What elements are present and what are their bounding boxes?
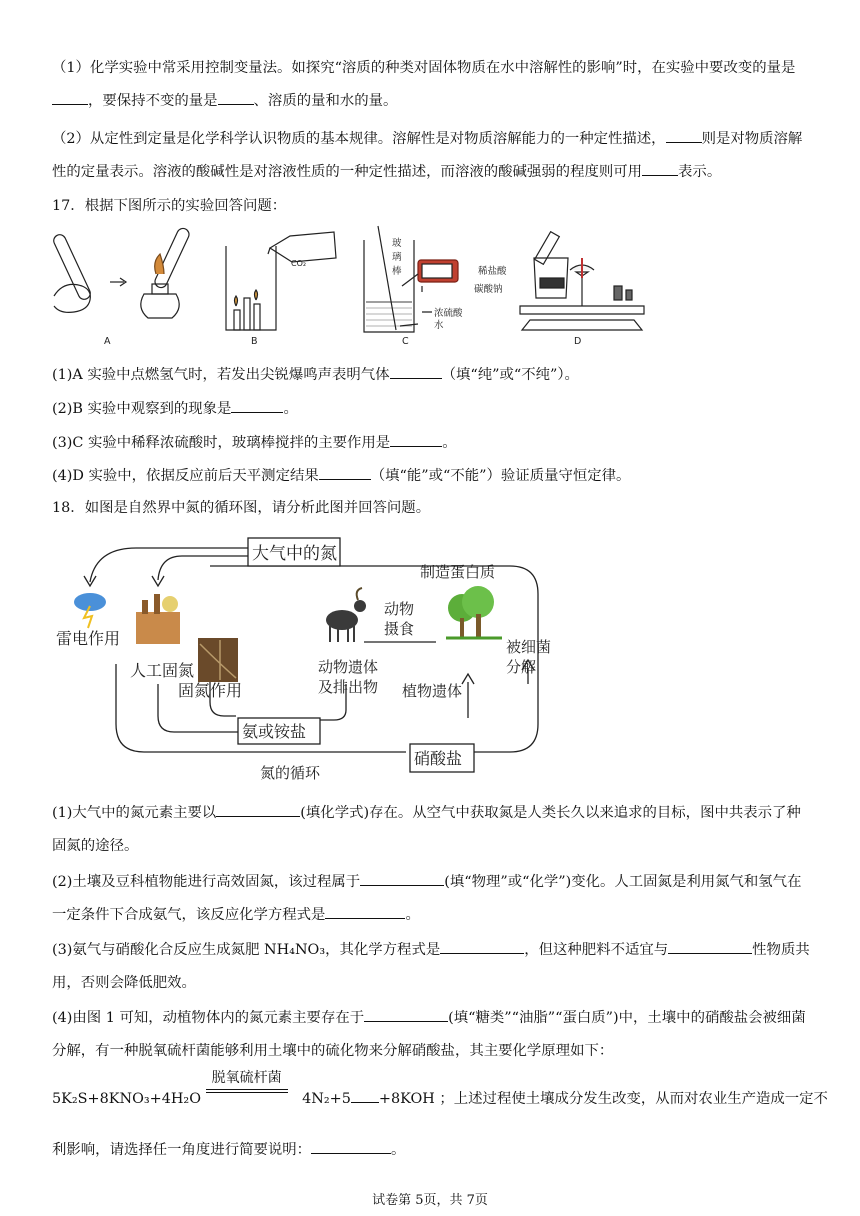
q18-sub-1 (52, 797, 812, 863)
q16-paragraph-2 (52, 123, 812, 189)
experiment-a-drawing (52, 226, 191, 318)
label-glass-2: 璃 (392, 252, 402, 263)
q17-experiment-figure (48, 224, 658, 348)
answer-blank[interactable] (218, 90, 254, 105)
root-nodules-icon (198, 638, 238, 682)
q17-3-text-b: 。 (442, 435, 457, 451)
q18-3-text-b: ，但这种肥料不适宜与 (524, 942, 669, 958)
label-artificial-fixation: 人工固氮 (130, 661, 195, 680)
q16-p2-text-a: （2）从定性到定量是化学科学认识物质的基本规律。溶解性是对物质溶解能力的一种定性描述， (52, 131, 666, 147)
label-glass-1: 玻 (392, 238, 402, 249)
label-c: C (402, 336, 409, 347)
label-d: D (574, 336, 582, 347)
q17-2-text-a: (2)B 实验中观察到的现象是 (52, 401, 232, 417)
label-animal-remains-1: 动物遗体 (318, 658, 379, 676)
experiment-b-drawing (226, 232, 336, 330)
answer-blank[interactable] (364, 1007, 448, 1022)
trees-icon (446, 586, 502, 638)
equation-products-b: +8KOH ；上述过程使土壤成分发生改变，从而对农业生产造成一定不 (378, 1091, 828, 1107)
label-animal-2: 摄食 (384, 620, 415, 638)
q17-sub-2 (52, 398, 298, 419)
q18-1-text-b: (填化学式)存在。从空气中获取氮是人类长久以来追求的目标，图中共表示了 (300, 805, 787, 821)
q18-3-text-a: (3)氨气与硝酸化合反应生成氮肥 NH₄NO₃，其化学方程式是 (52, 942, 441, 958)
q16-p1-text-a: （1）化学实验中常采用控制变量法。如探究“溶质的种类对固体物质在水中溶解性的影响”时，在实验中要改变的量是 (52, 60, 796, 76)
equation-products-a: 4N₂+5 (302, 1091, 351, 1107)
reaction-equation (52, 1070, 828, 1109)
label-air-nitrogen: 大气中的氮 (252, 544, 337, 564)
q17-sub-1 (52, 364, 579, 385)
label-bacteria-2: 分解 (506, 658, 537, 676)
label-nitrate: 硝酸盐 (414, 749, 463, 768)
label-b: B (251, 336, 258, 347)
q18-3-text-d: 共用，否则会降低肥效。 (52, 942, 810, 991)
label-make-protein: 制造蛋白质 (420, 563, 496, 581)
q16-p1-text-b: ，要保持不变的量是 (88, 93, 218, 109)
equation-condition-text: 脱氧硫杆菌 (211, 1070, 282, 1086)
q17-4-text-b: （填“能”或“不能”）验证质量守恒定律。 (370, 468, 631, 484)
answer-blank[interactable] (642, 161, 678, 176)
label-co2: CO₂ (291, 259, 307, 268)
label-ammonia: 氨或铵盐 (242, 722, 307, 741)
goat-icon (326, 588, 366, 642)
answer-blank[interactable] (231, 398, 283, 413)
label-conc-acid: 浓硫酸 (434, 308, 463, 319)
q17-title: 17．根据下图所示的实验回答问题： (52, 198, 287, 214)
label-cycle: 氮的循环 (260, 764, 321, 782)
answer-blank[interactable] (319, 465, 371, 480)
lightning-cloud-icon (74, 593, 106, 628)
q18-4-text-b: (填“糖类”“油脂”“蛋白质”)中，土壤中的硝酸盐会被细 (448, 1010, 792, 1026)
answer-blank[interactable] (390, 364, 442, 379)
label-glass-3: 棒 (392, 266, 402, 277)
q18-2-text-b: (填“物理”或“化学”)变化。人工固氮是利用氮气和氢气 (444, 874, 788, 890)
nitrogen-cycle-diagram (50, 534, 570, 784)
answer-blank[interactable] (216, 802, 300, 817)
q18-4-text-c: 菌分解，有一种脱氧硫杆菌能够利用土壤中的硫化物来分解硝酸盐，其主要化学原理如下： (52, 1010, 806, 1059)
q18-2-text-a: (2)土壤及豆科植物能进行高效固氮，该过程属于 (52, 874, 361, 890)
page-footer: 试卷第 5页，共 7页 (372, 1193, 488, 1208)
q18-2-text-c: 在一定条件下合成氨气，该反应化学方程式是 (52, 874, 802, 923)
label-lightning: 雷电作用 (56, 629, 121, 648)
equation-reactants: 5K₂S+8KNO₃+4H₂O (52, 1091, 201, 1107)
label-a: A (104, 336, 111, 347)
q18-4-text-e: 。 (391, 1142, 406, 1158)
label-plant-remains: 植物遗体 (402, 682, 463, 700)
q17-sub-4 (52, 465, 630, 486)
q17-4-text-a: (4)D 实验中，依据反应前后天平测定结果 (52, 468, 319, 484)
answer-blank[interactable] (311, 1139, 391, 1154)
q17-sub-3 (52, 432, 457, 453)
q17-2-text-b: 。 (283, 401, 298, 417)
experiment-d-drawing (520, 232, 644, 330)
q18-1-text-c: 种固氮的途径。 (52, 805, 801, 854)
label-water: 水 (434, 320, 444, 331)
q18-sub-3 (52, 934, 812, 1000)
label-animal-remains-2: 及排出物 (318, 678, 379, 696)
answer-blank[interactable] (666, 128, 702, 143)
q18-2-text-d: 。 (405, 907, 420, 923)
q18-title: 18．如图是自然界中氮的循环图，请分析此图并回答问题。 (52, 500, 431, 516)
factory-icon (136, 594, 180, 644)
equation-arrow-line (206, 1089, 288, 1090)
answer-blank[interactable] (360, 871, 444, 886)
q18-sub-4 (52, 1002, 812, 1068)
answer-blank[interactable] (325, 904, 405, 919)
label-na2co3: 碳酸钠 (474, 284, 503, 295)
q18-sub-4-cont (52, 1139, 405, 1160)
answer-blank[interactable] (668, 939, 752, 954)
answer-blank[interactable] (351, 1088, 379, 1103)
q17-1-text-b: （填“纯”或“不纯”）。 (441, 367, 579, 383)
q16-p2-text-b: 则是对物质溶解性的定量表示。溶液的酸碱性是对溶液性质的一种定性描述，而溶液的酸碱强弱的程度则可用 (52, 131, 803, 180)
label-bio-fixation: 固氮作用 (178, 681, 243, 700)
q17-1-text-a: (1)A 实验中点燃氢气时，若发出尖锐爆鸣声表明气体 (52, 367, 390, 383)
q18-1-text-a: (1)大气中的氮元素主要以 (52, 805, 217, 821)
label-bacteria-1: 被细菌 (506, 638, 552, 656)
answer-blank[interactable] (390, 432, 442, 447)
answer-blank[interactable] (440, 939, 524, 954)
q18-3-text-c: 性物质 (752, 942, 796, 958)
label-hcl: 稀盐酸 (478, 266, 507, 277)
q16-paragraph-1 (52, 52, 812, 118)
q18-sub-2 (52, 866, 812, 932)
q18-4-text-a: (4)由图 1 可知，动植物体内的氮元素主要存在于 (52, 1010, 365, 1026)
equation-arrow-line (206, 1092, 288, 1093)
q17-3-text-a: (3)C 实验中稀释浓硫酸时，玻璃棒搅拌的主要作用是 (52, 435, 391, 451)
q16-p2-text-c: 表示。 (678, 164, 722, 180)
label-animal-1: 动物 (384, 600, 415, 618)
equation-condition (206, 1070, 288, 1108)
q18-4-text-d: 利影响，请选择任一角度进行简要说明： (52, 1142, 312, 1158)
q16-p1-text-c: 、溶质的量和水的量。 (253, 93, 398, 109)
answer-blank[interactable] (52, 90, 88, 105)
